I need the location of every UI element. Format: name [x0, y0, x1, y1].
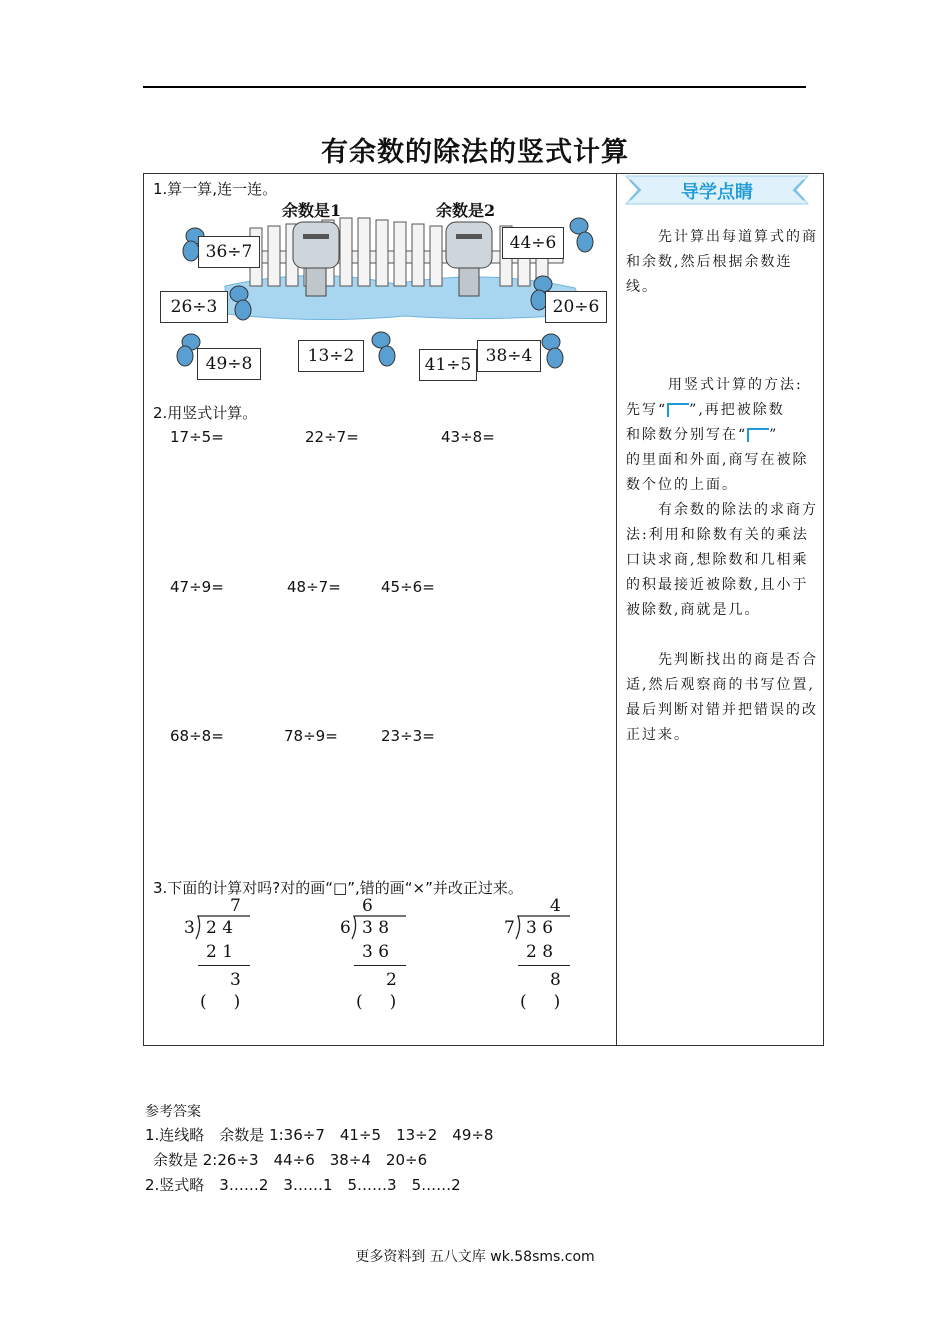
dividend: 3 6	[526, 918, 554, 938]
q3-heading: 3.下面的计算对吗?对的画“□”,错的画“×”并改正过来。	[153, 879, 523, 897]
subtraction-line	[518, 965, 570, 966]
tip-2-line-4: 的里面和外面,商写在被除	[626, 452, 809, 468]
problem-47-div-9: 47÷9=	[170, 578, 224, 596]
divisor: 3	[184, 918, 195, 938]
divisor: 6	[340, 918, 351, 938]
division-bracket-icon	[747, 428, 769, 442]
tip-2-line-1: 用竖式计算的方法:	[668, 377, 803, 393]
judgement-blank[interactable]: ( )	[356, 992, 397, 1012]
problem-78-div-9: 78÷9=	[284, 727, 338, 745]
card-44-div-6[interactable]: 44÷6	[502, 227, 564, 259]
footer-link[interactable]: 更多资料到 五八文库 wk.58sms.com	[355, 1249, 595, 1265]
dividend: 3 8	[362, 918, 390, 938]
tip-4: 先判断找出的商是否合适,然后观察商的书写位置,最后判断对错并把错误的改正过来。	[626, 652, 818, 743]
judgement-blank[interactable]: ( )	[200, 992, 241, 1012]
remainder: 8	[550, 970, 561, 990]
remainder-1-label: 余数是1	[282, 201, 342, 220]
answer-line-3: 2.竖式略 3……2 3……1 5……3 5……2	[145, 1176, 461, 1194]
problem-48-div-7: 48÷7=	[287, 578, 341, 596]
remainder-2-label: 余数是2	[436, 201, 496, 220]
remainder: 2	[386, 970, 397, 990]
problem-23-div-3: 23÷3=	[381, 727, 435, 745]
tip-2-line-3: 和除数分别写在“ ”	[626, 427, 779, 443]
tip-1: 先计算出每道算式的商和余数,然后根据余数连线。	[626, 229, 818, 295]
problem-45-div-6: 45÷6=	[381, 578, 435, 596]
tip-2-line-5: 数个位的上面。	[626, 477, 738, 493]
problem-68-div-8: 68÷8=	[170, 727, 224, 745]
answers-heading: 参考答案	[145, 1104, 201, 1120]
remainder: 3	[230, 970, 241, 990]
answer-line-1: 1.连线略 余数是 1:36÷7 41÷5 13÷2 49÷8	[145, 1126, 494, 1144]
answer-line-2: 余数是 2:26÷3 44÷6 38÷4 20÷6	[153, 1151, 428, 1169]
page-title: 有余数的除法的竖式计算	[321, 137, 629, 168]
quotient: 4	[550, 896, 561, 916]
judgement-blank[interactable]: ( )	[520, 992, 561, 1012]
card-13-div-2[interactable]: 13÷2	[298, 340, 364, 372]
sidebar-banner: 导学点睛	[681, 182, 753, 203]
q2-heading: 2.用竖式计算。	[153, 404, 258, 422]
subtraction-line	[354, 965, 406, 966]
card-20-div-6[interactable]: 20÷6	[545, 291, 607, 323]
long-division-3	[500, 896, 580, 1016]
q1-heading: 1.算一算,连一连。	[153, 180, 278, 198]
tip-2	[626, 373, 818, 498]
card-38-div-4[interactable]: 38÷4	[477, 340, 541, 372]
tip-2-line-2: 先写“ ”,再把被除数	[626, 402, 785, 418]
top-rule	[143, 86, 806, 88]
subtraction-line	[198, 965, 250, 966]
dividend: 2 4	[206, 918, 234, 938]
quotient: 7	[230, 896, 241, 916]
product: 2 1	[206, 942, 234, 962]
product: 3 6	[362, 942, 390, 962]
card-41-div-5[interactable]: 41÷5	[419, 349, 477, 381]
column-divider	[616, 173, 617, 1046]
long-division-1	[180, 896, 260, 1016]
quotient: 6	[362, 896, 373, 916]
divisor: 7	[504, 918, 515, 938]
long-division-2	[336, 896, 416, 1016]
tip-3: 有余数的除法的求商方法:利用和除数有关的乘法口诀求商,想除数和几相乘的积最接近被除数,且小于被除数,商就是几。	[626, 502, 818, 618]
problem-17-div-5: 17÷5=	[170, 428, 224, 446]
card-49-div-8[interactable]: 49÷8	[197, 348, 261, 380]
problem-22-div-7: 22÷7=	[305, 428, 359, 446]
card-36-div-7[interactable]: 36÷7	[198, 236, 260, 268]
product: 2 8	[526, 942, 554, 962]
problem-43-div-8: 43÷8=	[441, 428, 495, 446]
card-26-div-3[interactable]: 26÷3	[160, 291, 228, 323]
division-bracket-icon	[667, 403, 689, 417]
